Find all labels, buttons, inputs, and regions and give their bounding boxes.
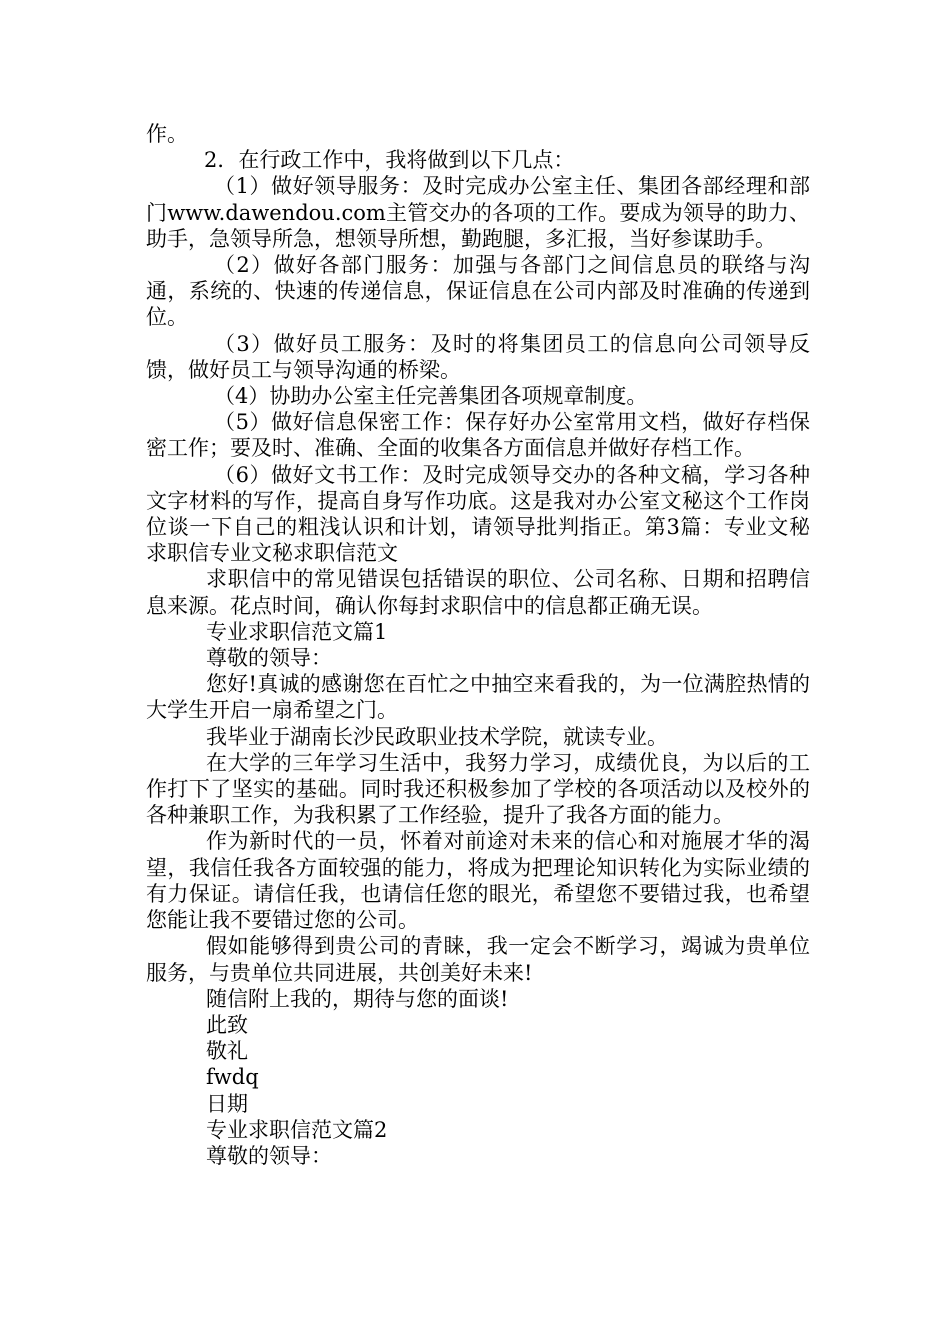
paragraph-5: （4）协助办公室主任完善集团各项规章制度。 [214, 384, 648, 409]
paragraph-1: 2．在行政工作中，我将做到以下几点： [204, 148, 575, 173]
paragraph-6: （5）做好信息保密工作：保存好办公室常用文档，做好存档保密工作；要及时、准确、全面的收集各方面信息并做好存档工作。 [146, 410, 810, 461]
paragraph-14: 作为新时代的一员，怀着对前途对未来的信心和对施展才华的渴望，我信任我各方面较强的能力，将成为把理论知识转化为实际业绩的有力保证。请信任我，也请信任您的眼光，希望您不要错过我，也希望您能让我不要错过您的公司。 [146, 829, 810, 933]
signature: fwdq [206, 1065, 259, 1090]
letter-heading-2: 专业求职信范文篇2 [206, 1117, 388, 1142]
closing-line-2: 敬礼 [206, 1039, 248, 1064]
salutation: 尊敬的领导： [206, 646, 332, 671]
paragraph-15: 假如能够得到贵公司的青睐，我一定会不断学习，竭诚为贵单位服务，与贵单位共同进展，共创美好未来! [146, 934, 810, 985]
document-body [146, 121, 810, 1169]
salutation-2: 尊敬的领导： [206, 1143, 332, 1168]
date-line: 日期 [206, 1091, 248, 1116]
paragraph-8: 求职信中的常见错误包括错误的职位、公司名称、日期和招聘信息来源。花点时间，确认你每封求职信中的信息都正确无误。 [146, 567, 810, 618]
letter-heading-1: 专业求职信范文篇1 [206, 619, 388, 644]
paragraph-11: 您好!真诚的感谢您在百忙之中抽空来看我的，为一位满腔热情的大学生开启一扇希望之门。 [146, 672, 810, 723]
paragraph-7: （6）做好文书工作：及时完成领导交办的各种文稿，学习各种文字材料的写作，提高自身写作功底。这是我对办公室文秘这个工作岗位谈一下自己的粗浅认识和计划，请领导批判指正。第3篇：专业文秘求职信专业文秘求职信范文 [146, 462, 810, 566]
paragraph-0: 作。 [146, 122, 188, 146]
paragraph-2: （1）做好领导服务：及时完成办公室主任、集团各部经理和部门www.dawendou.com主管交办的各项的工作。要成为领导的助力、助手，急领导所急，想领导所想，勤跑腿，多汇报，当好参谋助手。 [146, 174, 810, 251]
closing-line-1: 此致 [206, 1012, 248, 1037]
paragraph-12: 我毕业于湖南长沙民政职业技术学院，就读专业。 [206, 724, 668, 749]
paragraph-16: 随信附上我的，期待与您的面谈! [206, 986, 509, 1011]
paragraph-4: （3）做好员工服务：及时的将集团员工的信息向公司领导反馈，做好员工与领导沟通的桥梁。 [146, 331, 810, 382]
paragraph-3: （2）做好各部门服务：加强与各部门之间信息员的联络与沟通，系统的、快速的传递信息，保证信息在公司内部及时准确的传递到位。 [146, 253, 810, 330]
paragraph-13: 在大学的三年学习生活中，我努力学习，成绩优良，为以后的工作打下了坚实的基础。同时我还积极参加了学校的各项活动以及校外的各种兼职工作，为我积累了工作经验，提升了我各方面的能力。 [146, 750, 810, 828]
